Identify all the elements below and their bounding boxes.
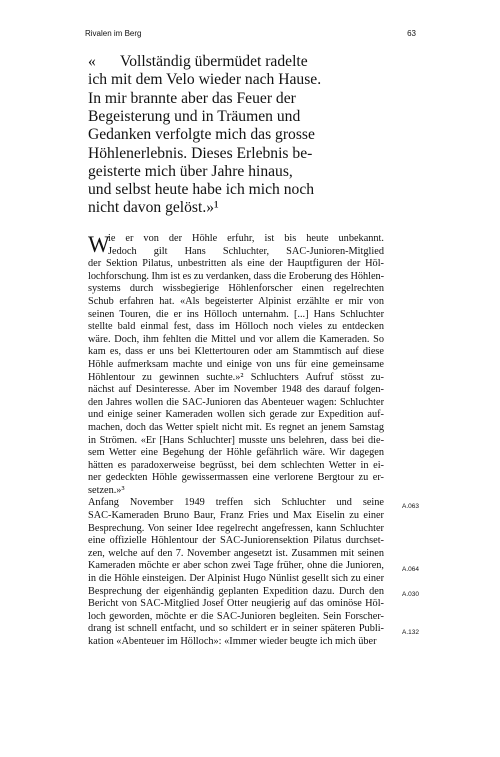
body-line: kation «Abenteuer im Hölloch»: «Immer wieder beugte ich mich über: [88, 636, 377, 647]
quote-line: Höhlenerlebnis. Dieses Erlebnis be-: [88, 144, 313, 162]
body-line: nächst auf Desinteresse. Aber im November 1948 des darauf folgen-: [88, 384, 384, 396]
body-line: hätten es paradoxerweise begrüsst, bei dem schlechten Wetter in ei-: [88, 459, 384, 471]
body-line: drang ist schnell entfacht, und so schildert er in seiner späteren Publi-: [88, 623, 384, 635]
body-line: Schub erfahren hat. «Als begeisterter Alpinist erzählte er mir von: [88, 295, 384, 307]
margin-reference: A.064: [402, 566, 419, 573]
body-line: und einige seiner Kameraden wollen sich gerade zur Expedition auf-: [88, 409, 384, 421]
body-line: kam es, dass er uns bei Klettertouren oder am Stammtisch auf diese: [88, 346, 384, 358]
body-line: den Jahres wollen die SAC-Junioren das Abenteuer wagen: Schluchter: [88, 396, 384, 408]
body-line: sem Wetter eine Begehung der Höhle gefährlich wäre. Wir dagegen: [88, 447, 384, 459]
quote-line: und selbst heute habe ich mich noch: [88, 181, 315, 199]
body-line: Besprechung. Von seiner Idee regelrecht angefressen, kann Schluchter: [88, 522, 384, 534]
body-line: ner gedeckten Höhle gewissermassen eine verlorene Bergtour zu er-: [88, 472, 384, 484]
body-line: Besprechung der eigenhändig geplanten Expedition dazu. Durch den: [88, 585, 384, 597]
body-line: der Sektion Pilatus, unbestritten als eine der Hauptfiguren der Höl-: [88, 258, 384, 270]
quote-line: nicht davon gelöst.»¹: [88, 199, 219, 217]
body-line: wäre. Doch, ihm fehlten die Mittel und vor allem die Kameraden. So: [88, 333, 384, 345]
body-line: ie er von der Höhle erfuhr, ist bis heute unbekannt.: [108, 233, 384, 244]
body-text: [88, 233, 384, 649]
body-line: systems durch wissbegierige Höhlenforscher einen regelrechten: [88, 283, 384, 295]
body-line: stellte bald einmal fest, dass im Hölloch noch vieles zu entdecken: [88, 321, 384, 333]
body-line: SAC-Kameraden Bruno Baur, Franz Fries und Max Eiselin zu einer: [88, 510, 384, 522]
body-line: loch geworden, möchte er die SAC-Junioren begleiten. Sein Forscher-: [88, 610, 384, 622]
body-line: machen, doch das Wetter spielt nicht mit. Es regnet an jenem Samstag: [88, 421, 384, 433]
quote-line: Vollständig übermüdet radelte: [120, 53, 308, 70]
drop-cap: W: [88, 232, 110, 257]
margin-reference: A.030: [402, 591, 419, 598]
body-line: setzen.»³: [88, 484, 125, 496]
body-line: eine offizielle Höhlentour der SAC-Juniorensektion Pilatus durchset-: [88, 535, 384, 547]
body-line: lochforschung. Ihm ist es zu verdanken, dass die Eroberung des Höhlen-: [88, 270, 384, 282]
quote-line: Gedanken verfolgte mich das grosse: [88, 126, 315, 144]
body-line: Bericht von SAC-Mitglied Josef Otter neugierig auf das ominöse Höl-: [88, 598, 384, 610]
page-number: 63: [407, 29, 416, 38]
quote-line: Begeisterung und in Träumen und: [88, 107, 301, 125]
body-line: Jedoch gilt Hans Schluchter, SAC-Junioren-Mitglied: [108, 245, 384, 257]
body-line: Anfang November 1949 treffen sich Schluchter und seine: [88, 497, 384, 509]
body-line: seinen Touren, die er ins Hölloch unternahm. [...] Hans Schluchter: [88, 308, 384, 320]
quote-line: geisterte mich über Jahre hinaus,: [88, 162, 293, 180]
body-line: Höhle aufmerksam machte und einige von uns für eine gemeinsame: [88, 358, 384, 370]
running-title: Rivalen im Berg: [85, 29, 142, 38]
body-line: Höhlentour zu gewinnen suchte.»² Schluchters Aufruf stösst zu-: [88, 371, 384, 383]
body-line: zen, welche auf den 7. November angesetzt ist. Zusammen mit seinen: [88, 547, 384, 559]
quote-open-mark: «: [88, 53, 96, 70]
margin-reference: A.132: [402, 629, 419, 636]
body-line: in die Höhle einsteigen. Der Alpinist Hugo Nünlist gesellt sich zu einer: [88, 573, 384, 585]
margin-reference: A.063: [402, 503, 419, 510]
quote-line: In mir brannte aber das Feuer der: [88, 89, 296, 107]
quote-line: ich mit dem Velo wieder nach Hause.: [88, 71, 322, 89]
body-line: Kameraden möchte er aber schon zwei Tage früher, ohne die Junioren,: [88, 560, 384, 572]
body-line: in Strömen. «Er [Hans Schluchter] musste uns belehren, dass bei die-: [88, 434, 384, 446]
